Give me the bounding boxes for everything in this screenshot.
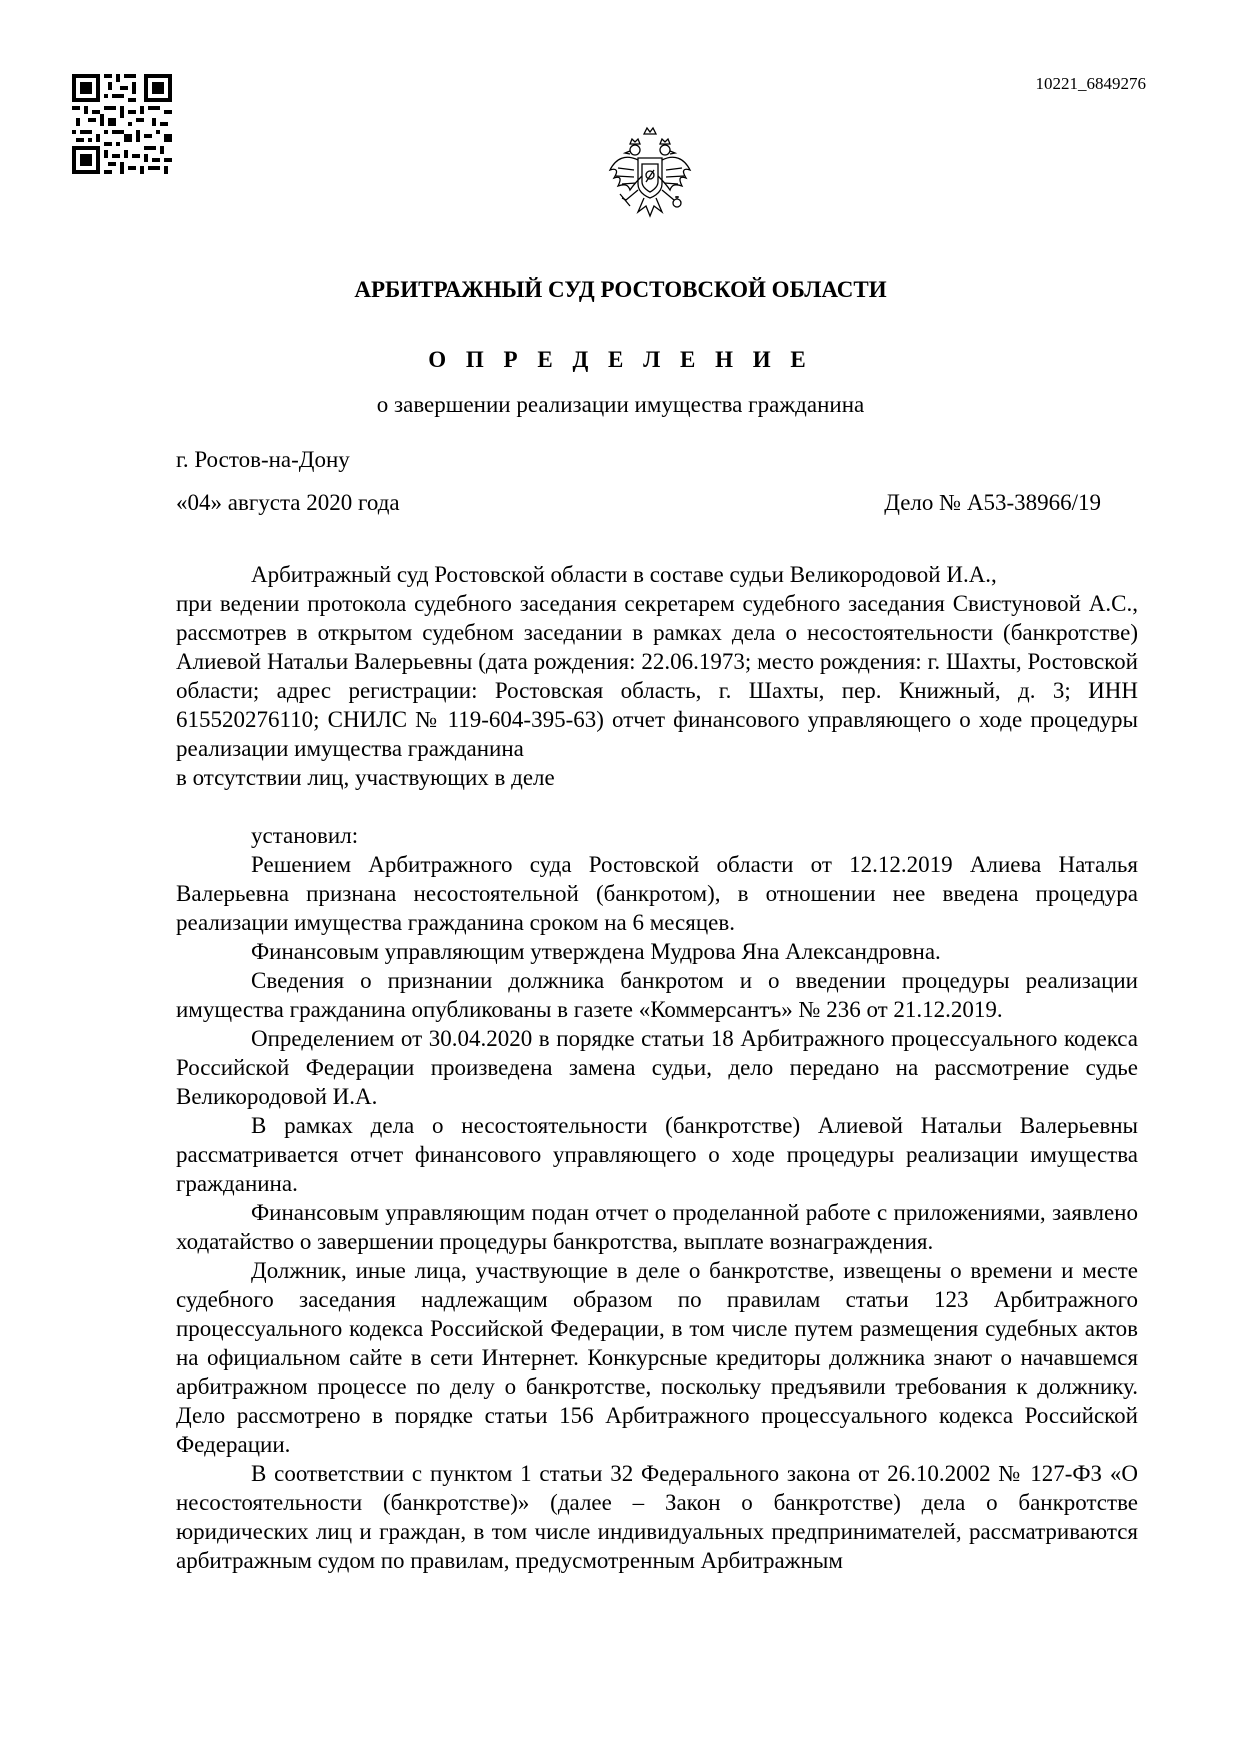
paragraph: В соответствии с пунктом 1 статьи 32 Федерального закона от 26.10.2002 № 127-ФЗ «О несостоятельности (банкротстве)» (далее – Закон о банкротстве) дела о банкротстве юридических лиц и граждан, в том числе индивидуальных предпринимателей, рассматриваются арбитражным судом по правилам, предусмотренным Арбитражным [176, 1461, 1138, 1573]
paragraph: Сведения о признании должника банкротом и о введении процедуры реализации имущества гражданина опубликованы в газете «Коммерсантъ» № 236 от 21.12.2019. [176, 968, 1138, 1022]
paragraph: Решением Арбитражного суда Ростовской области от 12.12.2019 Алиева Наталья Валерьевна признана несостоятельной (банкротом), в отношении нее введена процедура реализации имущества гражданина сроком на 6 месяцев. [176, 852, 1138, 935]
qr-code [72, 74, 172, 174]
case-number: Дело № А53-38966/19 [884, 490, 1101, 515]
document-body [176, 560, 1138, 1575]
document-subject: о завершении реализации имущества гражданина [376, 392, 865, 417]
court-name: АРБИТРАЖНЫЙ СУД РОСТОВСКОЙ ОБЛАСТИ [354, 277, 887, 302]
document-id: 10221_6849276 [1035, 74, 1146, 93]
intro-paragraph: при ведении протокола судебного заседания секретарем судебного заседания Свистуновой А.С., рассмотрев в открытом судебном заседании в рамках дела о несостоятельности (банкротстве) Алиевой Натальи Валерьевны (дата рождения: 22.06.1973; место рождения: г. Шахты, Ростовской области; адрес регистрации: Ростовская область, г. Шахты, пер. Книжный, д. 3; ИНН 615520276110; СНИЛС № 119-604-395-63) отчет финансового управляющего о ходе процедуры реализации имущества гражданина [176, 591, 1138, 761]
paragraph: Определением от 30.04.2020 в порядке статьи 18 Арбитражного процессуального кодекса Российской Федерации произведена замена судьи, дело передано на рассмотрение судье Великородовой И.А. [176, 1026, 1138, 1109]
paragraph: Финансовым управляющим подан отчет о проделанной работе с приложениями, заявлено ходатайство о завершении процедуры банкротства, выплате вознаграждения. [176, 1200, 1138, 1254]
paragraph: Должник, иные лица, участвующие в деле о банкротстве, извещены о времени и месте судебного заседания надлежащим образом по правилам статьи 123 Арбитражного процессуального кодекса Российской Федерации, в том числе путем размещения судебных актов на официальном сайте в сети Интернет. Конкурсные кредиторы должника знают о начавшемся арбитражном процессе по делу о банкротстве, поскольку предъявили требования к должнику. Дело рассмотрено в порядке статьи 156 Арбитражного процессуального кодекса Российской Федерации. [176, 1258, 1138, 1457]
paragraph: В рамках дела о несостоятельности (банкротстве) Алиевой Натальи Валерьевны рассматривается отчет финансового управляющего о ходе процедуры реализации имущества гражданина. [176, 1113, 1138, 1196]
coat-of-arms-icon [604, 124, 696, 224]
decision-date: «04» августа 2020 года [176, 490, 400, 515]
intro-line: Арбитражный суд Ростовской области в составе судьи Великородовой И.А., [251, 562, 997, 587]
established-label: установил: [251, 823, 359, 848]
paragraph: Финансовым управляющим утверждена Мудрова Яна Александровна. [251, 939, 941, 964]
document-type: О П Р Е Д Е Л Е Н И Е [428, 347, 813, 372]
intro-line: в отсутствии лиц, участвующих в деле [176, 765, 555, 790]
city: г. Ростов-на-Дону [176, 447, 350, 472]
